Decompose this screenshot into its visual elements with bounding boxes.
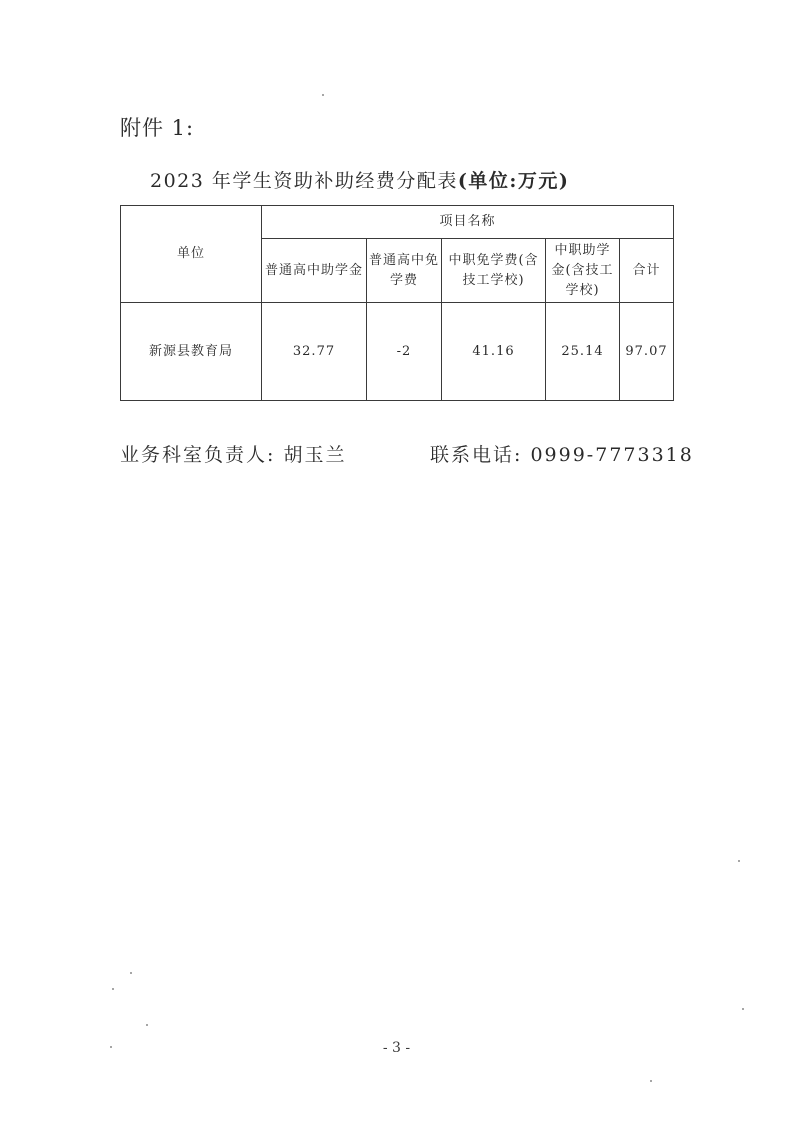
scan-speck [742, 1008, 744, 1010]
table-row [121, 303, 674, 401]
project-name-group-header: 项目名称 [262, 206, 674, 239]
contact-phone: 0999-7773318 [530, 444, 694, 466]
scan-speck [322, 94, 324, 96]
scan-speck [112, 988, 114, 990]
column-header-total: 合计 [620, 239, 674, 303]
column-header-high-school-grant: 普通高中助学金 [262, 239, 367, 303]
scan-speck [110, 1046, 112, 1048]
contact-label: 联系电话: [430, 444, 523, 466]
responsible-person [120, 440, 346, 467]
cell-total: 97.07 [620, 303, 674, 401]
scan-speck [650, 1080, 652, 1082]
contact-info [430, 440, 694, 467]
row-unit-cell: 新源县教育局 [121, 303, 262, 401]
scan-speck [130, 972, 132, 974]
column-header-high-school-tuition-waiver: 普通高中免学费 [367, 239, 442, 303]
column-header-vocational-tuition-waiver: 中职免学费(含技工学校) [442, 239, 546, 303]
cell-high-school-tuition-waiver: -2 [367, 303, 442, 401]
cell-vocational-tuition-waiver: 41.16 [442, 303, 546, 401]
column-header-vocational-grant: 中职助学金(含技工学校) [546, 239, 620, 303]
title-unit: (单位:万元) [457, 170, 570, 192]
responsible-name: 胡玉兰 [283, 444, 347, 466]
page-number: - 3 - [382, 1040, 411, 1056]
scan-speck [738, 860, 740, 862]
unit-column-header: 单位 [121, 206, 262, 303]
responsible-label: 业务科室负责人: [120, 444, 276, 466]
scan-speck [146, 1024, 148, 1026]
table-header-row-group [121, 206, 674, 239]
cell-high-school-grant: 32.77 [262, 303, 367, 401]
document-title [150, 166, 569, 193]
allocation-table [120, 205, 674, 401]
cell-vocational-grant: 25.14 [546, 303, 620, 401]
title-main: 2023 年学生资助补助经费分配表 [150, 170, 458, 192]
attachment-label: 附件 1: [120, 116, 195, 140]
